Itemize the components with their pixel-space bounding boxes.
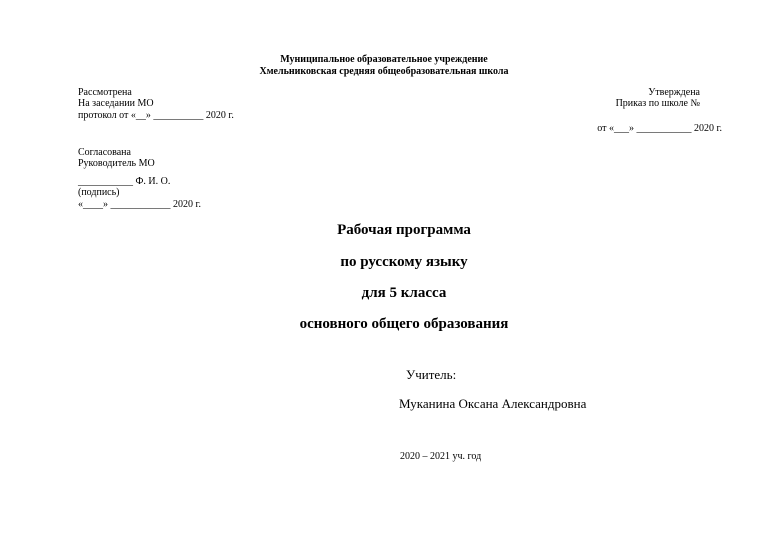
signature-caption: (подпись) [78,187,120,198]
title-education-level: основного общего образования [299,316,509,332]
school-order-label: Приказ по школе № [615,98,700,109]
teacher-label: Учитель: [406,367,457,382]
agreed-date-line: «____» ____________ 2020 г. [78,199,201,210]
school-name: Хмельниковская средняя общеобразовательная школа [259,66,509,77]
protocol-line: протокол от «__» __________ 2020 г. [78,110,234,121]
order-date-line: от «___» ___________ 2020 г. [597,123,722,134]
title-work-program: Рабочая программа [337,222,471,238]
academic-year: 2020 – 2021 уч. год [400,451,482,462]
org-type: Муниципальное образовательное учреждение [280,54,488,65]
title-subject: по русскому языку [340,254,468,270]
title-grade: для 5 класса [361,285,447,301]
mo-head-label: Руководитель МО [78,158,155,169]
teacher-name: Муканина Оксана Александровна [399,396,587,411]
approved-label: Утверждена [648,87,700,98]
reviewed-label: Рассмотрена [78,87,132,98]
signature-line: ___________ Ф. И. О. [78,176,171,187]
agreed-label: Согласована [78,147,131,158]
mo-meeting-label: На заседании МО [78,98,154,109]
